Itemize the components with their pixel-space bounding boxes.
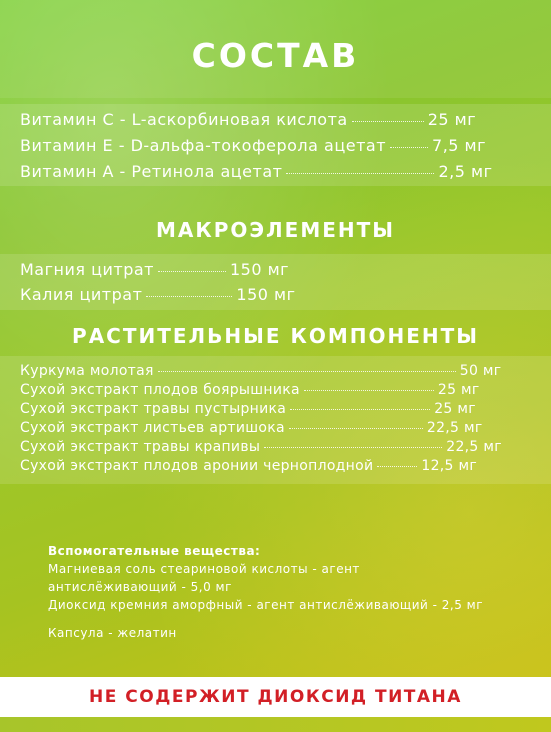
dot-leader bbox=[158, 371, 456, 372]
plant-row bbox=[20, 458, 477, 474]
vitamin-value: 25 мг bbox=[427, 110, 477, 129]
plant-name: Сухой экстракт листьев артишока bbox=[20, 420, 285, 436]
plant-row bbox=[20, 382, 480, 398]
macro-name: Магния цитрат bbox=[20, 260, 154, 279]
plant-name: Куркума молотая bbox=[20, 363, 154, 379]
auxiliary-line: Диоксид кремния аморфный - агент антислёживающий - 2,5 мг bbox=[48, 598, 484, 612]
plant-row bbox=[20, 439, 502, 455]
plant-value: 25 мг bbox=[437, 382, 480, 398]
vitamin-name: Витамин Е - D-альфа-токоферола ацетат bbox=[20, 136, 387, 155]
macro-row bbox=[20, 260, 289, 279]
auxiliary-heading: Вспомогательные вещества: bbox=[48, 544, 261, 558]
auxiliary-block bbox=[48, 542, 483, 642]
plant-row bbox=[20, 401, 476, 417]
auxiliary-capsule: Капсула - желатин bbox=[48, 626, 177, 640]
plant-name: Сухой экстракт травы пустырника bbox=[20, 401, 287, 417]
dot-leader bbox=[264, 447, 442, 448]
bottom-strip bbox=[0, 717, 551, 732]
plant-value: 12,5 мг bbox=[421, 458, 478, 474]
plant-row bbox=[20, 420, 483, 436]
vitamin-row bbox=[20, 136, 486, 155]
dot-leader bbox=[290, 409, 430, 410]
macro-value: 150 мг bbox=[229, 260, 290, 279]
macro-row bbox=[20, 285, 296, 304]
plant-name: Сухой экстракт травы крапивы bbox=[20, 439, 261, 455]
vitamin-value: 7,5 мг bbox=[432, 136, 487, 155]
dot-leader bbox=[352, 121, 424, 122]
dot-leader bbox=[390, 147, 428, 148]
plant-value: 22,5 мг bbox=[426, 420, 483, 436]
dot-leader bbox=[286, 173, 434, 174]
footer-text: НЕ СОДЕРЖИТ ДИОКСИД ТИТАНА bbox=[89, 687, 462, 707]
footer-banner bbox=[0, 677, 551, 717]
macro-value: 150 мг bbox=[236, 285, 296, 304]
plant-value: 50 мг bbox=[459, 363, 502, 379]
dot-leader bbox=[377, 466, 417, 467]
plant-value: 22,5 мг bbox=[446, 439, 502, 455]
auxiliary-line: Магниевая соль стеариновой кислоты - агент bbox=[48, 562, 360, 576]
macro-section-title: МАКРОЭЛЕМЕНТЫ bbox=[155, 218, 395, 242]
page-title: СОСТАВ bbox=[191, 36, 360, 75]
vitamin-row bbox=[20, 162, 492, 181]
plant-name: Сухой экстракт плодов аронии черноплодной bbox=[20, 458, 374, 474]
plant-row bbox=[20, 363, 501, 379]
plant-section-title: РАСТИТЕЛЬНЫЕ КОМПОНЕНТЫ bbox=[72, 324, 479, 348]
dot-leader bbox=[158, 271, 226, 272]
auxiliary-line: антислёживающий - 5,0 мг bbox=[48, 580, 232, 594]
plant-name: Сухой экстракт плодов боярышника bbox=[20, 382, 300, 398]
dot-leader bbox=[146, 296, 232, 297]
plant-value: 25 мг bbox=[434, 401, 476, 417]
dot-leader bbox=[304, 390, 434, 391]
vitamin-value: 2,5 мг bbox=[438, 162, 493, 181]
vitamin-name: Витамин С - L-аскорбиновая кислота bbox=[20, 110, 348, 129]
vitamin-name: Витамин А - Ретинола ацетат bbox=[20, 162, 283, 181]
macro-name: Калия цитрат bbox=[20, 285, 143, 304]
vitamin-row bbox=[20, 110, 476, 129]
dot-leader bbox=[289, 428, 423, 429]
